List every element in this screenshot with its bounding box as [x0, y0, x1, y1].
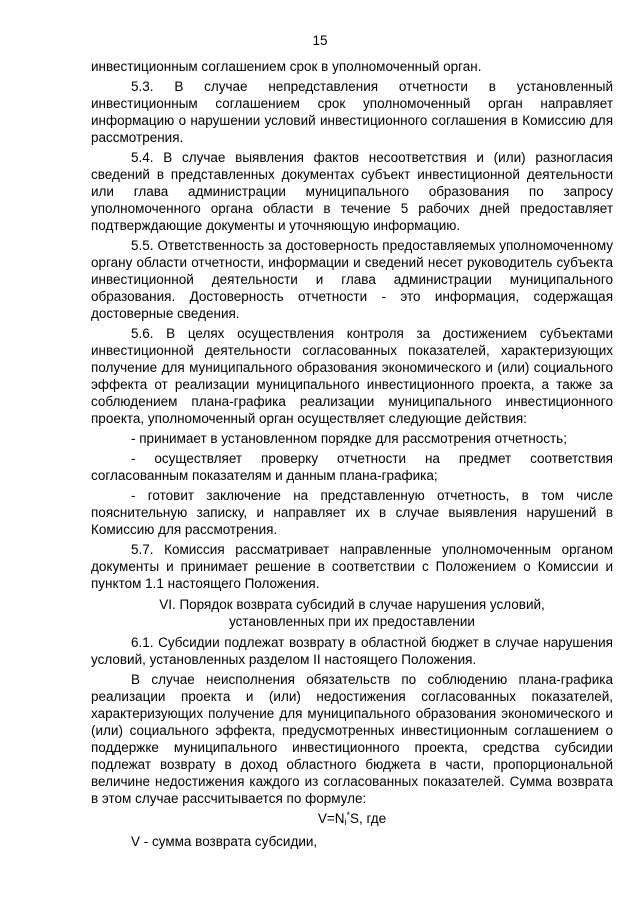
paragraph: В случае неисполнения обязательств по соблюдению плана-графика реализации проекта и (или) недостижения согласованных показателей, характеризующих получение для муниципального образования экономического и (или) социального эффекта, предусмотренных инвестиционным соглашением о поддержке муниципального инвестиционного проекта, средства субсидии подлежат возврату в доход областного бюджета в части, пропорциональной величине недостижения каждого из согласованных показателей. Сумма возврата в этом случае рассчитывается по формуле:	[91, 672, 613, 806]
formula-subscript: i	[344, 817, 347, 827]
page-number: 15	[312, 33, 328, 48]
section-heading	[91, 596, 613, 630]
paragraph: 5.4. В случае выявления фактов несоответствия и (или) разногласия сведений в представленных документах субъект инвестиционной деятельности или глава администрации муниципального образования по запросу уполномоченного органа области в течение 5 рабочих дней предоставляет подтверждающие документы и уточняющую информацию.	[91, 150, 613, 233]
paragraph: инвестиционным соглашением срок в уполномоченный орган.	[91, 59, 482, 74]
formula-superscript: *	[346, 810, 350, 820]
formula-lhs: V=N	[317, 811, 345, 826]
paragraph: 5.3. В случае непредставления отчетности в установленный инвестиционным соглашением срок уполномоченный орган направляет информацию о нарушении условий инвестиционного соглашения в Комиссию для рассмотрения.	[91, 79, 613, 145]
formula-rhs: S, где	[349, 811, 387, 826]
paragraph: 5.7. Комиссия рассматривает направленные уполномоченным органом документы и принимает решение в соответствии с Положением о Комиссии и пунктом 1.1 настоящего Положения.	[91, 542, 613, 591]
formula	[91, 810, 613, 827]
paragraph: 5.5. Ответственность за достоверность предоставляемых уполномоченному органу области отчетности, информации и сведений несет руководитель субъекта инвестиционной деятельности и глава администрации муниципального образования. Достоверность отчетности - это информация, содержащая достоверные сведения.	[91, 238, 613, 321]
section-heading-line1: VI. Порядок возврата субсидий в случае нарушения условий,	[159, 597, 545, 612]
list-item: - готовит заключение на представленную отчетность, в том числе пояснительную записку, и направляет их в случае выявления нарушений в Комиссию для рассмотрения.	[91, 488, 613, 537]
document-body	[91, 58, 613, 850]
paragraph: 6.1. Субсидии подлежат возврату в областной бюджет в случае нарушения условий, установленных разделом II настоящего Положения.	[91, 635, 613, 667]
section-heading-line2: установленных при их предоставлении	[229, 614, 475, 629]
definition-line: V - сумма возврата субсидии,	[131, 834, 318, 849]
paragraph: 5.6. В целях осуществления контроля за достижением субъектами инвестиционной деятельности согласованных показателей, характеризующих получение для муниципального образования экономического и (или) социального эффекта от реализации муниципального инвестиционного проекта, а также за соблюдением плана-графика реализации муниципального инвестиционного проекта, уполномоченный орган осуществляет следующие действия:	[91, 326, 613, 426]
list-item: - принимает в установленном порядке для рассмотрения отчетность;	[131, 431, 567, 446]
list-item: - осуществляет проверку отчетности на предмет соответствия согласованным показателям и данным плана-графика;	[91, 451, 613, 483]
